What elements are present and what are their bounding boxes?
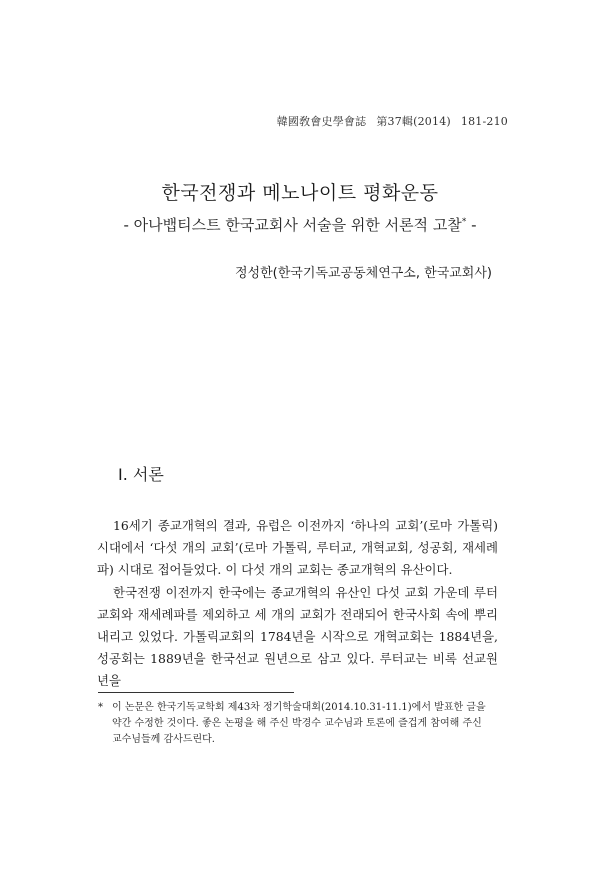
subtitle-footnote-mark: *	[461, 217, 467, 227]
subtitle-text: - 아나뱁티스트 한국교회사 서술을 위한 서론적 고찰	[123, 216, 462, 234]
body-paragraph: 한국전쟁 이전까지 한국에는 종교개혁의 유산인 다섯 교회 가운데 루터교회와 재세례파를 제외하고 세 개의 교회가 전래되어 한국사회 속에 뿌리내리고 있었다. 가톨릭교회의 1784년을 시작으로 개혁교회는 1884년을, 성공회는 1889년을 한국선교 원년으로 삼고 있다. 루터교는 비록 선교원년을	[97, 584, 498, 689]
footnote-mark: *	[98, 702, 103, 713]
paper-title: 한국전쟁과 메노나이트 평화운동	[161, 182, 439, 204]
section-heading: I. 서론	[118, 465, 164, 484]
body-text	[97, 515, 498, 693]
body-paragraph: 16세기 종교개혁의 결과, 유럽은 이전까지 ‘하나의 교회’(로마 가톨릭) 시대에서 ‘다섯 개의 교회’(로마 가톨릭, 루터교, 개혁교회, 성공회, 재세례파) 시대로 접어들었다. 이 다섯 개의 교회는 종교개혁의 유산이다.	[97, 518, 498, 578]
subtitle-end: -	[466, 216, 477, 234]
footnote-text: 이 논문은 한국기독교학회 제43차 정기학술대회(2014.10.31-11.1)에서 발표한 글을 약간 수정한 것이다. 좋은 논평을 해 주신 박경수 교수님과 토론에 즐겁게 참여해 주신 교수님들께 감사드린다.	[112, 702, 486, 745]
title-block	[0, 180, 600, 236]
journal-volume: 第37輯(2014)	[376, 115, 451, 128]
journal-name: 韓國敎會史學會誌	[276, 115, 367, 128]
author-line: 정성한(한국기독교공동체연구소, 한국교회사)	[234, 266, 492, 281]
journal-pages: 181-210	[460, 115, 508, 128]
paper-subtitle	[0, 211, 600, 236]
footnote	[98, 700, 498, 748]
journal-header	[277, 113, 508, 129]
footnote-divider	[98, 692, 294, 693]
